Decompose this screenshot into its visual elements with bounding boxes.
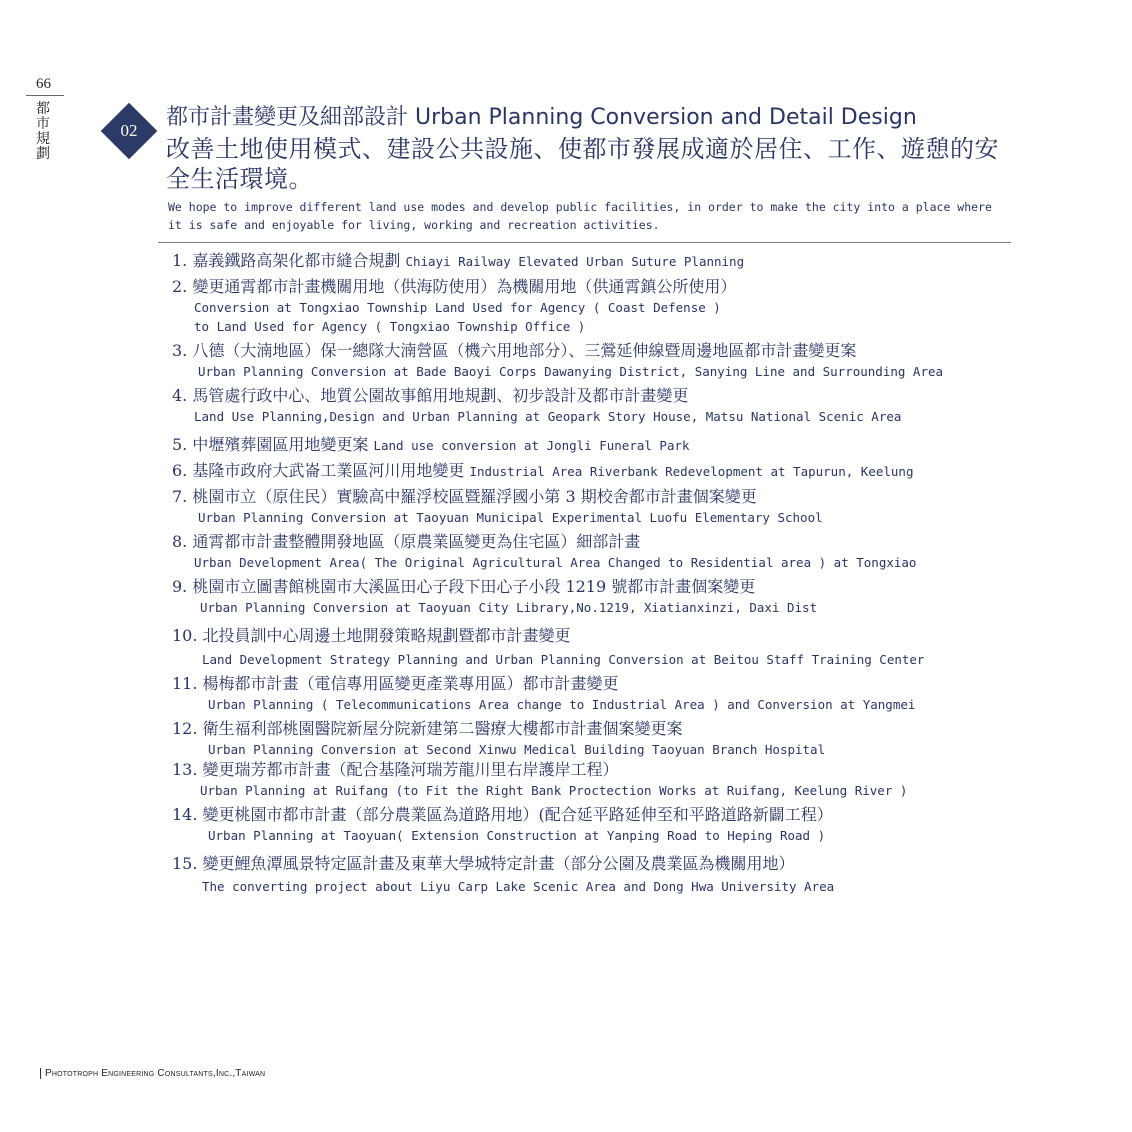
project-title-zh: 10. 北投員訓中心周邊土地開發策略規劃暨都市計畫變更 bbox=[172, 626, 571, 645]
project-title-zh: 7. 桃園市立（原住民）實驗高中羅浮校區暨羅浮國小第 3 期校舍都市計畫個案變更 bbox=[172, 487, 757, 506]
footer-company-name: Phototroph Engineering Consultants,Inc.,Taiwan bbox=[40, 1068, 265, 1079]
list-item bbox=[172, 759, 1012, 800]
project-title-en: Industrial Area Riverbank Redevelopment at Tapurun, Keelung bbox=[469, 464, 914, 479]
project-title-en: Chiayi Railway Elevated Urban Suture Planning bbox=[405, 254, 745, 269]
project-title-en: Urban Development Area( The Original Agricultural Area Changed to Residential area ) at Tongxiao bbox=[194, 555, 917, 570]
project-title-zh: 6. 基隆市政府大武崙工業區河川用地變更 bbox=[172, 461, 465, 480]
section-badge bbox=[101, 103, 157, 159]
list-item bbox=[172, 276, 1012, 336]
list-item bbox=[172, 673, 1012, 714]
list-item bbox=[172, 853, 1012, 896]
list-item bbox=[172, 250, 1012, 272]
project-title-zh: 5. 中壢殯葬園區用地變更案 bbox=[172, 435, 369, 454]
list-item bbox=[172, 718, 1012, 759]
page-number: 66 bbox=[36, 76, 51, 92]
project-title-en: Urban Planning Conversion at Bade Baoyi Corps Dawanying District, Sanying Line and Surrounding Area bbox=[198, 364, 944, 379]
headline: 改善土地使用模式、建設公共設施、使都市發展成適於居住、工作、遊憩的安全生活環境。 bbox=[166, 135, 999, 193]
section-title: 都市計畫變更及細部設計 Urban Planning Conversion and Detail Design bbox=[166, 105, 917, 130]
project-title-en: Urban Planning Conversion at Second Xinwu Medical Building Taoyuan Branch Hospital bbox=[208, 742, 826, 757]
project-title-en: The converting project about Liyu Carp Lake Scenic Area and Dong Hwa University Area bbox=[202, 879, 835, 894]
project-title-en: Land Use Planning,Design and Urban Planning at Geopark Story House, Matsu National Scenic Area bbox=[194, 409, 902, 424]
project-title-zh: 2. 變更通霄都市計畫機關用地（供海防使用）為機關用地（供通霄鎮公所使用） bbox=[172, 277, 737, 296]
list-item bbox=[172, 625, 1012, 669]
section-divider bbox=[158, 242, 1011, 243]
list-item bbox=[172, 434, 1012, 456]
project-title-en: Urban Planning Conversion at Taoyuan City Library,No.1219, Xiatianxinzi, Daxi Dist bbox=[200, 600, 818, 615]
project-title-en: Urban Planning at Ruifang (to Fit the Right Bank Proctection Works at Ruifang, Keelung River ) bbox=[200, 783, 908, 798]
list-item bbox=[172, 576, 1012, 617]
project-title-en: Urban Planning Conversion at Taoyuan Municipal Experimental Luofu Elementary School bbox=[198, 510, 823, 525]
list-item bbox=[172, 804, 1012, 845]
project-title-zh: 4. 馬管處行政中心、地質公園故事館用地規劃、初步設計及都市計畫變更 bbox=[172, 386, 689, 405]
page-number-rule bbox=[26, 95, 64, 96]
project-title-zh: 14. 變更桃園市都市計畫（部分農業區為道路用地）(配合延平路延伸至和平路道路新闢工程） bbox=[172, 805, 833, 824]
project-title-en: Land Development Strategy Planning and Urban Planning Conversion at Beitou Staff Training Center bbox=[202, 652, 925, 667]
intro-paragraph: We hope to improve different land use modes and develop public facilities, in order to make the city into a place where it is safe and enjoyable for living, working and recreation activities. bbox=[168, 200, 992, 232]
list-item bbox=[172, 340, 1012, 381]
list-item bbox=[172, 486, 1012, 527]
project-title-en: Land use conversion at Jongli Funeral Park bbox=[373, 438, 690, 453]
project-title-en: Urban Planning ( Telecommunications Area change to Industrial Area ) and Conversion at Yangmei bbox=[208, 697, 916, 712]
list-item bbox=[172, 460, 1012, 482]
project-title-zh: 11. 楊梅都市計畫（電信專用區變更產業專用區）都市計畫變更 bbox=[172, 674, 619, 693]
section-badge-number: 02 bbox=[120, 121, 138, 140]
project-title-zh: 13. 變更瑞芳都市計畫（配合基隆河瑞芳龍川里右岸護岸工程） bbox=[172, 760, 619, 779]
list-item bbox=[172, 531, 1012, 572]
project-title-zh: 3. 八德（大湳地區）保一總隊大湳營區（機六用地部分）、三鶯延伸線暨周邊地區都市計畫變更案 bbox=[172, 341, 857, 360]
side-category-label: 都市規劃 bbox=[36, 101, 50, 162]
project-title-zh: 15. 變更鯉魚潭風景特定區計畫及東華大學城特定計畫（部分公園及農業區為機關用地） bbox=[172, 854, 795, 873]
project-title-zh: 1. 嘉義鐵路高架化都市縫合規劃 bbox=[172, 251, 401, 270]
project-title-en: Conversion at Tongxiao Township Land Used for Agency ( Coast Defense ) bbox=[194, 300, 721, 315]
project-title-zh: 12. 衛生福利部桃園醫院新屋分院新建第二醫療大樓都市計畫個案變更案 bbox=[172, 719, 683, 738]
project-list bbox=[172, 250, 1012, 896]
project-title-zh: 9. 桃園市立圖書館桃園市大溪區田心子段下田心子小段 1219 號都市計畫個案變更 bbox=[172, 577, 756, 596]
list-item bbox=[172, 385, 1012, 426]
project-title-zh: 8. 通霄都市計畫整體開發地區（原農業區變更為住宅區）細部計畫 bbox=[172, 532, 641, 551]
project-title-en: Urban Planning at Taoyuan( Extension Construction at Yanping Road to Heping Road ) bbox=[208, 828, 826, 843]
project-title-en-line2: to Land Used for Agency ( Tongxiao Township Office ) bbox=[194, 319, 586, 334]
